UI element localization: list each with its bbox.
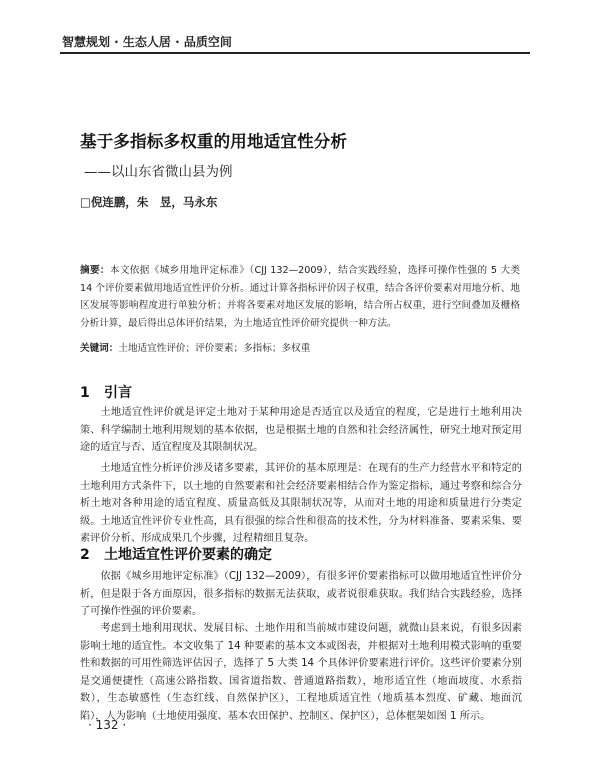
abstract-text: 本文依据《城乡用地评定标准》（CJJ 132—2009），结合实践经验，选择可操作性强的 5 大类 14 个评价要素做用地适宜性评价分析。通过计算各指标评价因子权重，结合各评价要素对用地分析、地区发展等影响程度进行单独分析；并将各要素对地区发展的影响，结合所占权重，进行空间叠加及栅格分析计算，最后得出总体评价结果，为土地适宜性评价研究提供一种方法。	[80, 265, 520, 329]
keywords	[80, 340, 520, 354]
section-heading	[80, 382, 132, 402]
body-paragraph: 土地适宜性评价就是评定土地对于某种用途是否适宜以及适宜的程度，它是进行土地利用决策、科学编制土地利用规划的基本依据，也是根据土地的自然和社会经济属性，研究土地对预定用途的适宜与否、适宜程度及其限制状况。	[80, 407, 522, 453]
article-authors: □倪连鹏，朱 昱，马永东	[80, 195, 218, 209]
article-subtitle: ——以山东省微山县为例	[84, 164, 233, 180]
article-title: 基于多指标多权重的用地适宜性分析	[80, 132, 348, 151]
running-title: 智慧规划 · 生态人居 · 品质空间	[62, 33, 238, 50]
header-rule-gap	[440, 50, 446, 52]
section-heading	[80, 544, 272, 564]
header-rule-gap	[300, 50, 306, 52]
body-paragraph: 考虑到土地利用现状、发展目标、土地作用和当前城市建设问题，就微山县来说，有很多因素影响土地的适宜性。本文收集了 14 种要素的基本文本或图表，并根据对土地利用模式影响的重要性和数据的可用性筛选评估因子，选择了 5 大类 14 个具体评价要素进行评价。这些评价要素分别是交通便捷性（高速公路指数、国省道指数、普通道路指数），地形适宜性（地面坡度、水系指数），生态敏感性（生态红线、自然保护区），工程地质适宜性（地质基本烈度、矿藏、地面沉陷），人为影响（土地使用强度、基本农田保护、控制区、保护区），总体框架如图 1 所示。	[80, 623, 522, 722]
header-rule-gap	[380, 50, 388, 52]
abstract-label: 摘要：	[80, 265, 110, 276]
body-paragraph: 土地适宜性分析评价涉及诸多要素，其评价的基本原理是：在现有的生产力经营水平和特定的土地利用方式条件下，以土地的自然要素和社会经济要素相结合作为鉴定指标，通过考察和综合分析土地对各种用途的适宜程度、质量高低及其限制状况等，从而对土地的用途和质量进行分类定级。土地适宜性评价专业性高，具有很强的综合性和很高的技术性，分为材料准备、要素采集、要素评价分析、形成成果几个步骤，过程精细且复杂。	[80, 463, 522, 544]
body-paragraph: 依据《城乡用地评定标准》（CJJ 132—2009），有很多评价要素指标可以做用地适宜性评价分析，但是限于各方面原因，很多指标的数据无法获取，或者说很难获取。我们结合实践经验，选择了可操作性强的评价要素。	[80, 571, 522, 617]
keywords-label: 关键词：	[80, 343, 119, 354]
keywords-text: 土地适宜性评价；评价要素；多指标；多权重	[118, 343, 311, 354]
section-number: 2	[80, 547, 90, 563]
section-title: 土地适宜性评价要素的确定	[104, 547, 272, 563]
header-rule-gap	[486, 50, 492, 52]
page-number: · 132 ·	[88, 718, 127, 732]
abstract	[80, 262, 520, 332]
header-rule-gap	[330, 50, 336, 52]
section-title: 引言	[104, 385, 132, 401]
section-number: 1	[80, 385, 90, 401]
